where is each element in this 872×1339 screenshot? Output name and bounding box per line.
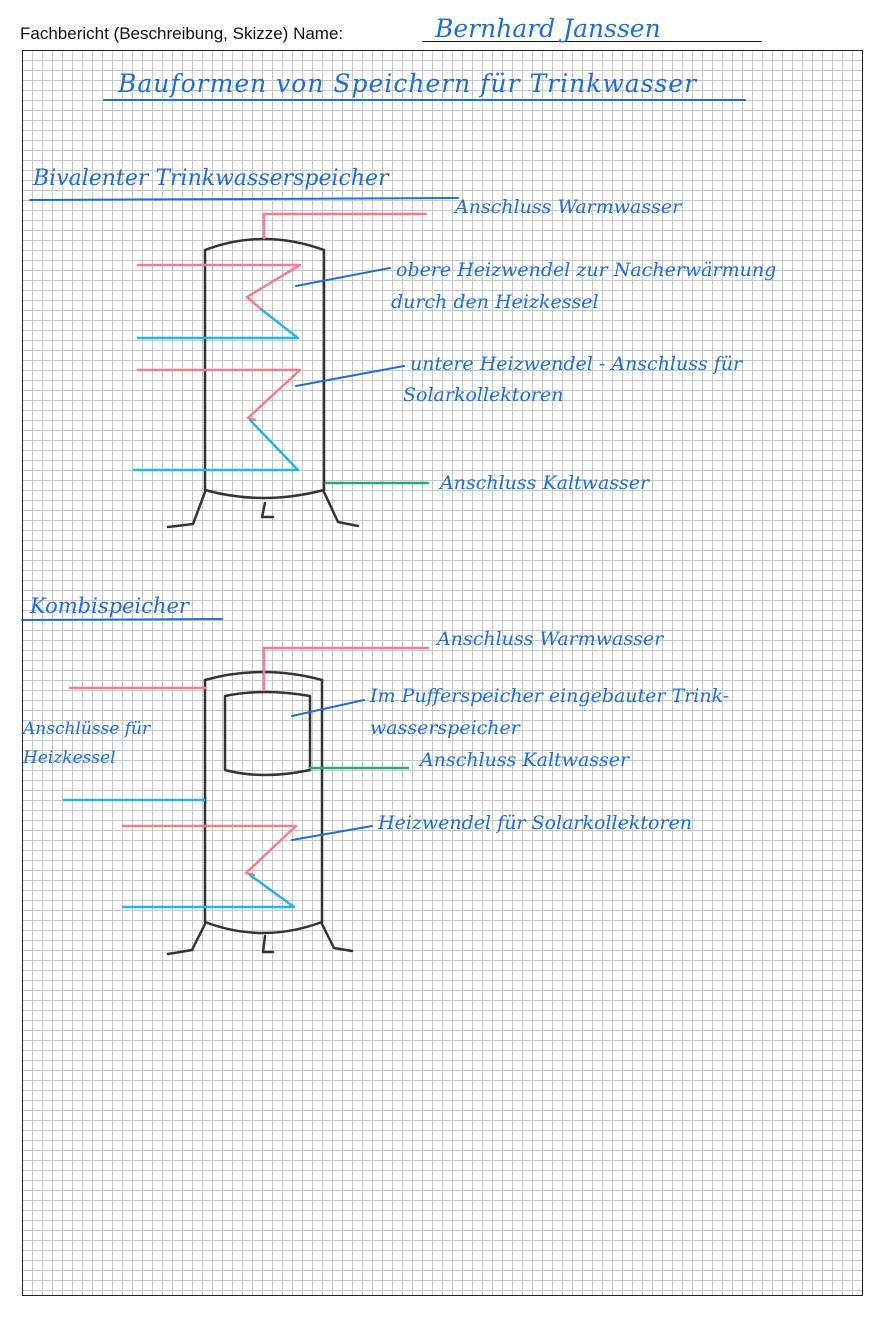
label-obere-heizwendel-2: durch den Heizkessel <box>391 291 599 313</box>
bival-upper-coil <box>138 265 300 338</box>
kombi-tank <box>168 672 352 954</box>
label-pufferspeicher-2: wasserspeicher <box>370 717 520 739</box>
label-bival-warmwasser: Anschluss Warmwasser <box>455 196 682 218</box>
bival-lower-coil <box>134 370 300 470</box>
bival-warmwater-pipe <box>264 214 426 238</box>
page-title: Bauformen von Speichern für Trinkwasser <box>118 69 698 98</box>
label-kombi-kaltwasser: Anschluss Kaltwasser <box>420 749 630 771</box>
header-label: Fachbericht (Beschreibung, Skizze) Name: <box>20 24 344 43</box>
label-heizkessel-2: Heizkessel <box>23 748 116 768</box>
student-name: Bernhard Janssen <box>435 14 661 43</box>
label-bival-kaltwasser: Anschluss Kaltwasser <box>440 472 650 494</box>
kombi-inner-tank <box>225 692 310 775</box>
label-heizkessel-1: Anschlüsse für <box>23 719 151 739</box>
label-obere-heizwendel-1: obere Heizwendel zur Nacherwärmung <box>396 259 777 281</box>
leader-puffer <box>292 700 364 716</box>
label-kombi-heizwendel: Heizwendel für Solarkollektoren <box>378 812 693 834</box>
label-untere-heizwendel-2: Solarkollektoren <box>403 384 564 406</box>
leader-untere <box>296 366 404 386</box>
label-kombi-warmwasser: Anschluss Warmwasser <box>437 628 664 650</box>
label-untere-heizwendel-1: untere Heizwendel - Anschluss für <box>410 353 743 375</box>
bival-heading-underline <box>30 198 458 200</box>
leader-obere <box>296 268 390 286</box>
kombi-warmwater-pipe <box>264 648 428 690</box>
heading-bivalent: Bivalenter Trinkwasserspeicher <box>33 166 389 191</box>
heading-kombispeicher: Kombispeicher <box>30 594 189 618</box>
label-pufferspeicher-1: Im Pufferspeicher eingebauter Trink- <box>370 685 730 707</box>
kombi-solar-coil <box>123 826 296 907</box>
leader-heizwendel <box>292 826 372 840</box>
kombi-heading-underline <box>22 619 222 620</box>
